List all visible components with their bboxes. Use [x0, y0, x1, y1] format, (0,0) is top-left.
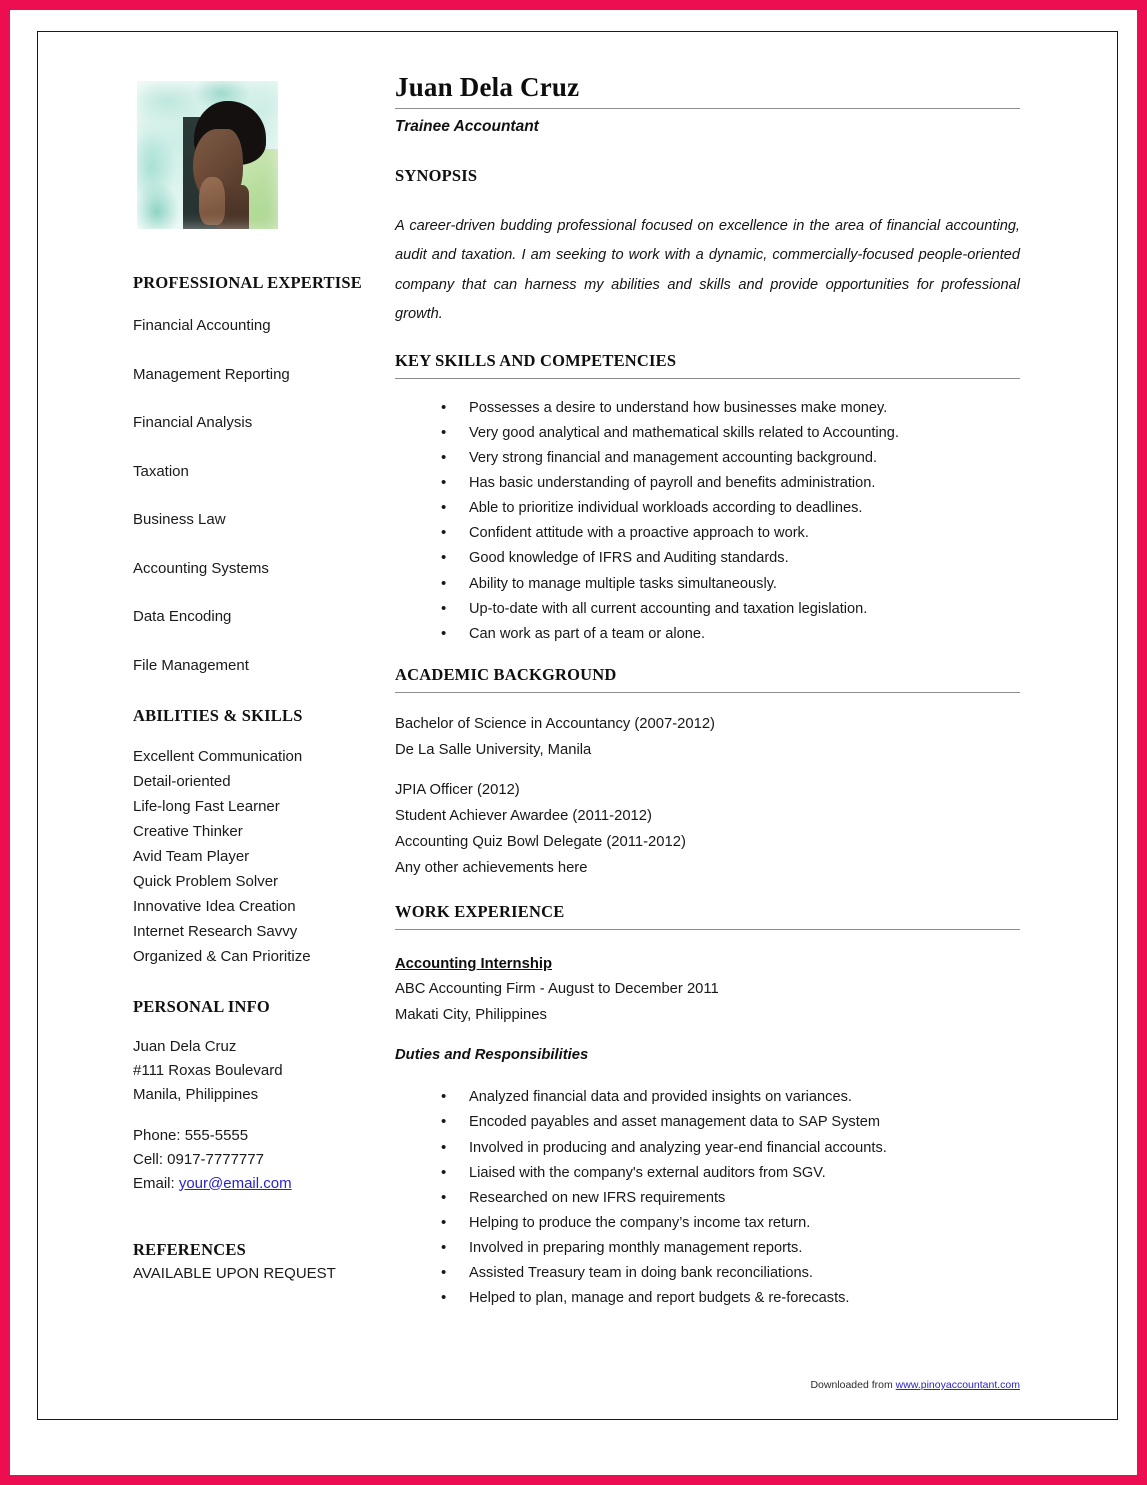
personal-info-heading: PERSONAL INFO	[133, 996, 270, 1016]
ability-item: Innovative Idea Creation	[133, 897, 296, 915]
email-label: Email:	[133, 1174, 179, 1192]
candidate-name: Juan Dela Cruz	[395, 72, 580, 102]
abilities-skills-heading: ABILITIES & SKILLS	[133, 705, 303, 725]
source-website-link[interactable]: www.pinoyaccountant.com	[895, 1379, 1020, 1391]
duties-list	[395, 1090, 1020, 1305]
personal-email-row	[133, 1175, 393, 1192]
personal-phone: Phone: 555-5555	[133, 1126, 249, 1144]
expertise-item: Management Reporting	[133, 365, 290, 383]
ability-item: Internet Research Savvy	[133, 922, 298, 940]
job-location: Makati City, Philippines	[395, 1007, 547, 1024]
expertise-item: Financial Accounting	[133, 317, 271, 334]
duty-item: • Involved in producing and analyzing year-end financial accounts.	[395, 1141, 1020, 1156]
personal-city: Manila, Philippines	[133, 1085, 259, 1103]
key-skill-item: • Very strong financial and management accounting background.	[395, 451, 1020, 466]
personal-info-block	[133, 1038, 393, 1192]
abilities-skills-list	[133, 748, 393, 965]
duties-heading: Duties and Responsibilities	[395, 1047, 589, 1064]
synopsis-text: A career-driven budding professional focused on excellence in the area of financial accounting, audit and taxation. I am seeking to work with a dynamic, commercially-focused people-oriented company that can harness my abilities and skills and provide opportunities for professional growth.	[395, 218, 1020, 322]
ability-item: Detail-oriented	[133, 772, 231, 790]
academic-background-heading: ACADEMIC BACKGROUND	[395, 665, 617, 685]
spacer	[133, 1110, 393, 1127]
candidate-role: Trainee Accountant	[395, 118, 539, 136]
ability-item: Creative Thinker	[133, 822, 243, 840]
ability-item: Avid Team Player	[133, 847, 250, 865]
school-line: De La Salle University, Manila	[395, 742, 592, 759]
achievement-item: Student Achiever Awardee (2011-2012)	[395, 808, 652, 825]
key-skills-divider	[395, 378, 1020, 379]
expertise-item: Taxation	[133, 462, 189, 480]
key-skill-item: • Able to prioritize individual workloads according to deadlines.	[395, 501, 1020, 516]
ability-item: Quick Problem Solver	[133, 872, 279, 890]
employer-line: ABC Accounting Firm - August to December 2011	[395, 981, 719, 998]
key-skill-item: • Up-to-date with all current accounting and taxation legislation.	[395, 602, 1020, 617]
work-divider	[395, 929, 1020, 930]
expertise-item: Data Encoding	[133, 608, 232, 625]
duty-item: • Helped to plan, manage and report budgets & re-forecasts.	[395, 1291, 1020, 1306]
expertise-item: Financial Analysis	[133, 414, 253, 431]
key-skill-item: • Very good analytical and mathematical skills related to Accounting.	[395, 426, 1020, 441]
resume-document	[37, 31, 1118, 1420]
key-skill-item: • Has basic understanding of payroll and benefits administration.	[395, 476, 1020, 491]
work-experience-block	[395, 955, 1020, 1023]
key-skills-heading: KEY SKILLS AND COMPETENCIES	[395, 350, 677, 370]
main-content	[395, 73, 1020, 1316]
key-skill-item: • Ability to manage multiple tasks simultaneously.	[395, 577, 1020, 592]
personal-street: #111 Roxas Boulevard	[133, 1061, 283, 1079]
references-heading: REFERENCES	[133, 1239, 246, 1259]
duty-item: • Encoded payables and asset management data to SAP System	[395, 1115, 1020, 1130]
expertise-item: Accounting Systems	[133, 559, 269, 577]
footer-attribution	[37, 1379, 1118, 1391]
expertise-item: File Management	[133, 656, 249, 674]
duty-item: • Assisted Treasury team in doing bank reconciliations.	[395, 1266, 1020, 1281]
duty-item: • Liaised with the company's external auditors from SGV.	[395, 1166, 1020, 1181]
ability-item: Organized & Can Prioritize	[133, 947, 311, 965]
achievement-item: Accounting Quiz Bowl Delegate (2011-2012)	[395, 834, 686, 851]
photo-vignette	[137, 81, 278, 229]
references-text: AVAILABLE UPON REQUEST	[133, 1264, 336, 1282]
spacer	[395, 768, 1020, 782]
duty-item: • Analyzed financial data and provided insights on variances.	[395, 1090, 1020, 1105]
profile-photo	[137, 81, 278, 229]
key-skill-item: • Can work as part of a team or alone.	[395, 627, 1020, 642]
key-skill-item: • Confident attitude with a proactive approach to work.	[395, 526, 1020, 541]
duty-item: • Involved in preparing monthly management reports.	[395, 1241, 1020, 1256]
professional-expertise-list	[133, 317, 393, 674]
achievement-item: Any other achievements here	[395, 860, 588, 877]
work-experience-heading: WORK EXPERIENCE	[395, 902, 565, 922]
academic-divider	[395, 692, 1020, 693]
job-title: Accounting Internship	[395, 956, 553, 973]
personal-name: Juan Dela Cruz	[133, 1037, 237, 1055]
synopsis-heading: SYNOPSIS	[395, 166, 478, 186]
ability-item: Excellent Communication	[133, 747, 303, 765]
duty-item: • Helping to produce the company’s income tax return.	[395, 1216, 1020, 1231]
footer-prefix: Downloaded from	[810, 1379, 896, 1391]
degree-line: Bachelor of Science in Accountancy (2007-2012)	[395, 716, 715, 733]
academic-background-block	[395, 716, 1020, 876]
expertise-item: Business Law	[133, 511, 226, 528]
professional-expertise-heading: PROFESSIONAL EXPERTISE	[133, 273, 362, 292]
email-link[interactable]: your@email.com	[178, 1174, 292, 1192]
duty-item: • Researched on new IFRS requirements	[395, 1191, 1020, 1206]
sidebar	[133, 81, 393, 1282]
personal-cell: Cell: 0917-7777777	[133, 1150, 264, 1168]
name-divider	[395, 108, 1020, 109]
achievement-item: JPIA Officer (2012)	[395, 782, 520, 799]
key-skill-item: • Good knowledge of IFRS and Auditing standards.	[395, 551, 1020, 566]
key-skill-item: • Possesses a desire to understand how businesses make money.	[395, 401, 1020, 416]
key-skills-list	[395, 401, 1020, 641]
ability-item: Life-long Fast Learner	[133, 797, 280, 815]
